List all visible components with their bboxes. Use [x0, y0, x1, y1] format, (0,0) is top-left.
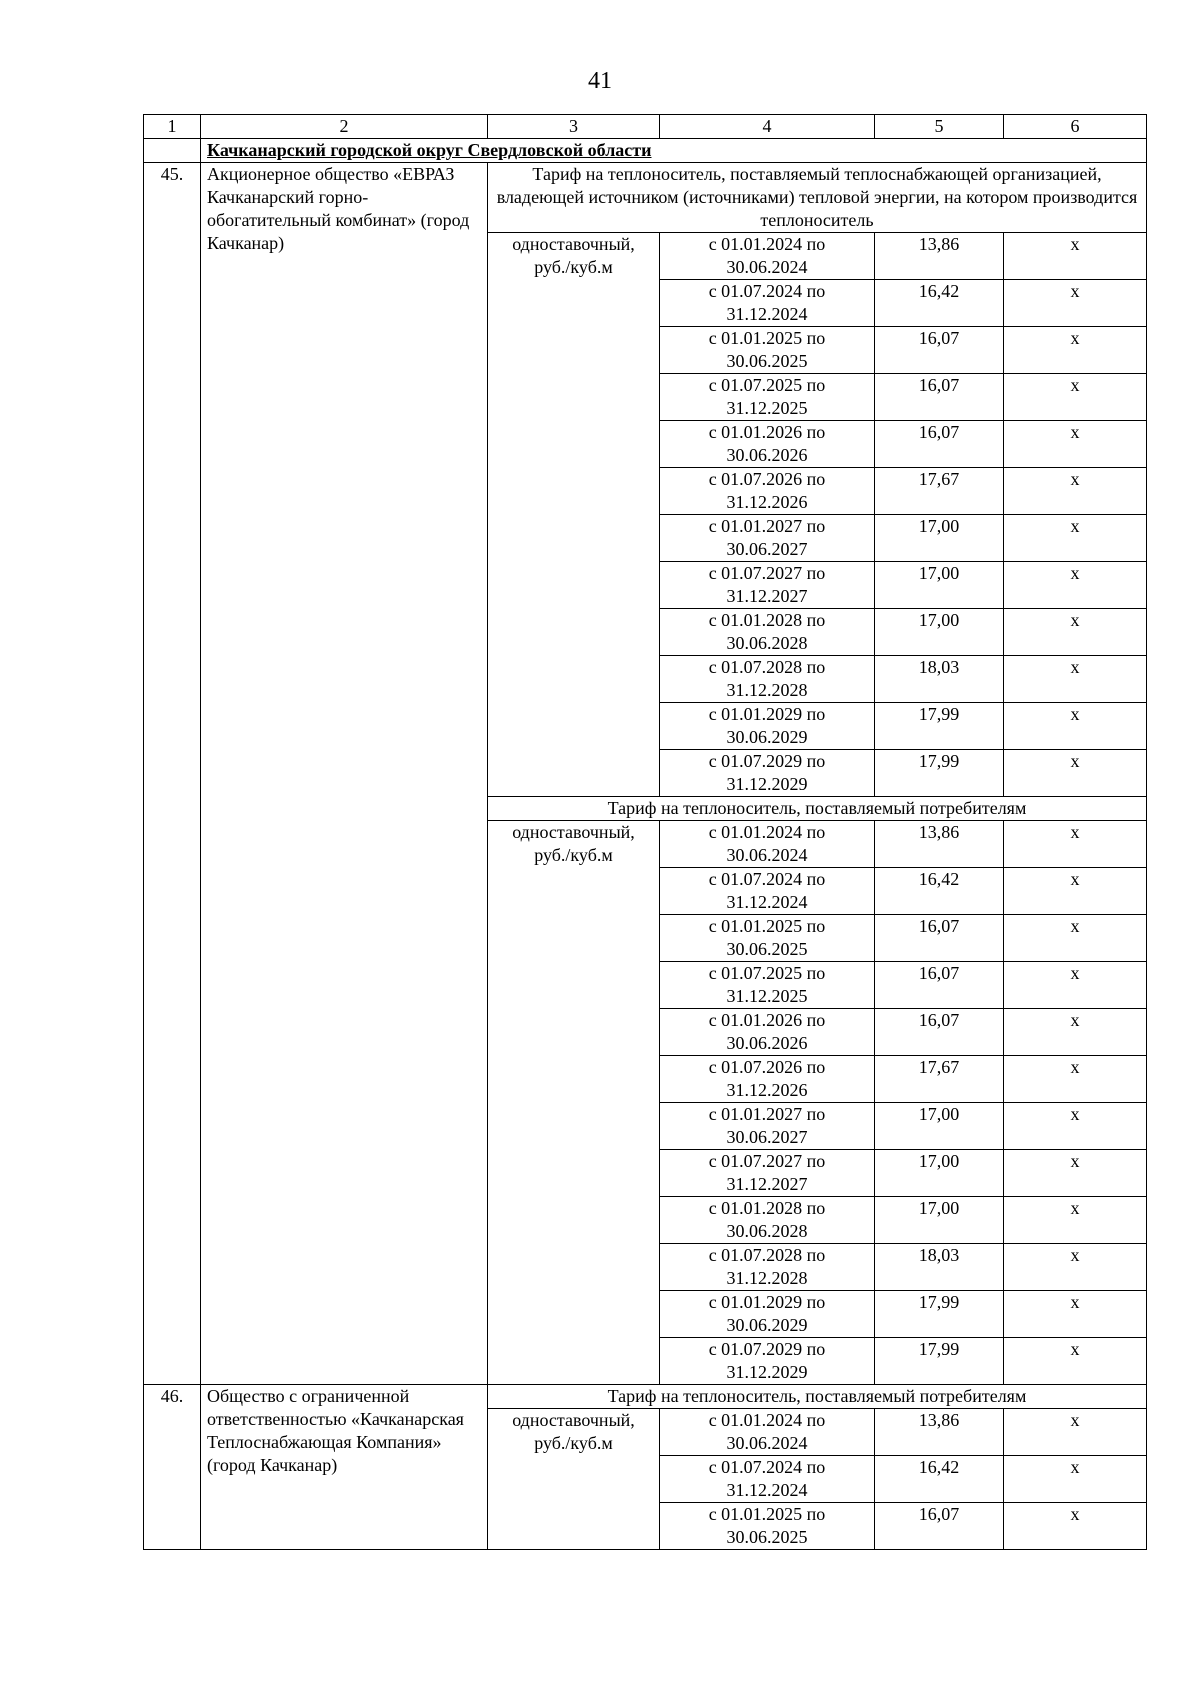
- tariff-value: 16,42: [875, 1456, 1004, 1503]
- tariff-value: 16,42: [875, 280, 1004, 327]
- tariff-value: 17,00: [875, 1197, 1004, 1244]
- tariff-value: 17,67: [875, 468, 1004, 515]
- organization-name: Акционерное общество «ЕВРАЗ Качканарский горно-обогатительный комбинат» (город Качканар): [201, 163, 488, 1385]
- tariff-x-mark: х: [1004, 1503, 1147, 1550]
- tariff-x-mark: х: [1004, 1197, 1147, 1244]
- tariff-period: с 01.07.2027 по 31.12.2027: [660, 562, 875, 609]
- tariff-x-mark: х: [1004, 1056, 1147, 1103]
- tariff-value: 17,00: [875, 562, 1004, 609]
- tariff-x-mark: х: [1004, 1409, 1147, 1456]
- tariff-value: 17,99: [875, 1291, 1004, 1338]
- tariff-period: с 01.07.2028 по 31.12.2028: [660, 656, 875, 703]
- tariff-block-title: Тариф на теплоноситель, поставляемый потребителям: [488, 797, 1147, 821]
- tariff-x-mark: х: [1004, 374, 1147, 421]
- tariff-period: с 01.07.2025 по 31.12.2025: [660, 962, 875, 1009]
- tariff-x-mark: х: [1004, 750, 1147, 797]
- tariff-x-mark: х: [1004, 515, 1147, 562]
- tariff-period: с 01.01.2028 по 30.06.2028: [660, 1197, 875, 1244]
- section-empty-cell: [144, 139, 201, 163]
- tariff-x-mark: х: [1004, 1456, 1147, 1503]
- tariff-type: одноставочный, руб./куб.м: [488, 233, 660, 797]
- tariff-value: 18,03: [875, 656, 1004, 703]
- tariff-title-row: [144, 1385, 1147, 1409]
- tariff-x-mark: х: [1004, 1009, 1147, 1056]
- tariff-value: 17,00: [875, 1103, 1004, 1150]
- tariff-period: с 01.01.2026 по 30.06.2026: [660, 421, 875, 468]
- tariff-table: [143, 114, 1147, 1550]
- column-number: 3: [488, 115, 660, 139]
- tariff-x-mark: х: [1004, 1338, 1147, 1385]
- column-number: 6: [1004, 115, 1147, 139]
- tariff-x-mark: х: [1004, 421, 1147, 468]
- tariff-x-mark: х: [1004, 1150, 1147, 1197]
- organization-name: Общество с ограниченной ответственностью «Качканарская Теплоснабжающая Компания» (город Качканар): [201, 1385, 488, 1550]
- tariff-period: с 01.01.2024 по 30.06.2024: [660, 1409, 875, 1456]
- tariff-value: 16,07: [875, 421, 1004, 468]
- tariff-x-mark: х: [1004, 915, 1147, 962]
- tariff-x-mark: х: [1004, 1244, 1147, 1291]
- tariff-period: с 01.07.2029 по 31.12.2029: [660, 1338, 875, 1385]
- tariff-period: с 01.07.2028 по 31.12.2028: [660, 1244, 875, 1291]
- tariff-value: 13,86: [875, 233, 1004, 280]
- tariff-x-mark: х: [1004, 821, 1147, 868]
- tariff-period: с 01.01.2024 по 30.06.2024: [660, 233, 875, 280]
- tariff-x-mark: х: [1004, 703, 1147, 750]
- tariff-title-row: [144, 163, 1147, 233]
- tariff-x-mark: х: [1004, 562, 1147, 609]
- tariff-x-mark: х: [1004, 327, 1147, 374]
- tariff-period: с 01.01.2025 по 30.06.2025: [660, 915, 875, 962]
- tariff-value: 17,99: [875, 1338, 1004, 1385]
- tariff-value: 17,99: [875, 703, 1004, 750]
- section-row: [144, 139, 1147, 163]
- tariff-x-mark: х: [1004, 962, 1147, 1009]
- tariff-period: с 01.07.2024 по 31.12.2024: [660, 280, 875, 327]
- tariff-x-mark: х: [1004, 656, 1147, 703]
- tariff-period: с 01.01.2025 по 30.06.2025: [660, 1503, 875, 1550]
- tariff-period: с 01.01.2024 по 30.06.2024: [660, 821, 875, 868]
- tariff-x-mark: х: [1004, 868, 1147, 915]
- tariff-x-mark: х: [1004, 1291, 1147, 1338]
- tariff-value: 16,07: [875, 1009, 1004, 1056]
- tariff-x-mark: х: [1004, 280, 1147, 327]
- row-number: 46.: [144, 1385, 201, 1550]
- row-number: 45.: [144, 163, 201, 1385]
- tariff-value: 13,86: [875, 1409, 1004, 1456]
- tariff-x-mark: х: [1004, 1103, 1147, 1150]
- tariff-value: 17,67: [875, 1056, 1004, 1103]
- tariff-period: с 01.07.2025 по 31.12.2025: [660, 374, 875, 421]
- tariff-value: 16,07: [875, 374, 1004, 421]
- tariff-period: с 01.01.2029 по 30.06.2029: [660, 703, 875, 750]
- tariff-x-mark: х: [1004, 233, 1147, 280]
- column-number: 2: [201, 115, 488, 139]
- tariff-value: 13,86: [875, 821, 1004, 868]
- tariff-value: 17,00: [875, 1150, 1004, 1197]
- tariff-period: с 01.07.2024 по 31.12.2024: [660, 868, 875, 915]
- tariff-value: 17,99: [875, 750, 1004, 797]
- tariff-period: с 01.01.2025 по 30.06.2025: [660, 327, 875, 374]
- tariff-period: с 01.07.2026 по 31.12.2026: [660, 1056, 875, 1103]
- tariff-x-mark: х: [1004, 468, 1147, 515]
- tariff-value: 17,00: [875, 515, 1004, 562]
- tariff-block-title: Тариф на теплоноситель, поставляемый потребителям: [488, 1385, 1147, 1409]
- tariff-value: 16,07: [875, 962, 1004, 1009]
- column-number: 4: [660, 115, 875, 139]
- tariff-value: 16,07: [875, 327, 1004, 374]
- tariff-value: 17,00: [875, 609, 1004, 656]
- tariff-period: с 01.01.2027 по 30.06.2027: [660, 515, 875, 562]
- tariff-period: с 01.07.2024 по 31.12.2024: [660, 1456, 875, 1503]
- tariff-type: одноставочный, руб./куб.м: [488, 1409, 660, 1550]
- column-number: 5: [875, 115, 1004, 139]
- tariff-period: с 01.01.2028 по 30.06.2028: [660, 609, 875, 656]
- tariff-value: 16,07: [875, 1503, 1004, 1550]
- tariff-x-mark: х: [1004, 609, 1147, 656]
- tariff-value: 18,03: [875, 1244, 1004, 1291]
- page-number: 41: [588, 68, 612, 94]
- column-number-row: [144, 115, 1147, 139]
- tariff-value: 16,07: [875, 915, 1004, 962]
- tariff-period: с 01.01.2026 по 30.06.2026: [660, 1009, 875, 1056]
- tariff-type: одноставочный, руб./куб.м: [488, 821, 660, 1385]
- section-title: Качканарский городской округ Свердловской области: [201, 139, 1147, 163]
- tariff-period: с 01.01.2029 по 30.06.2029: [660, 1291, 875, 1338]
- tariff-period: с 01.01.2027 по 30.06.2027: [660, 1103, 875, 1150]
- column-number: 1: [144, 115, 201, 139]
- tariff-period: с 01.07.2029 по 31.12.2029: [660, 750, 875, 797]
- tariff-period: с 01.07.2027 по 31.12.2027: [660, 1150, 875, 1197]
- tariff-value: 16,42: [875, 868, 1004, 915]
- tariff-block-title: Тариф на теплоноситель, поставляемый теплоснабжающей организацией, владеющей источником (источниками) тепловой энергии, на котором производится теплоноситель: [488, 163, 1147, 233]
- tariff-period: с 01.07.2026 по 31.12.2026: [660, 468, 875, 515]
